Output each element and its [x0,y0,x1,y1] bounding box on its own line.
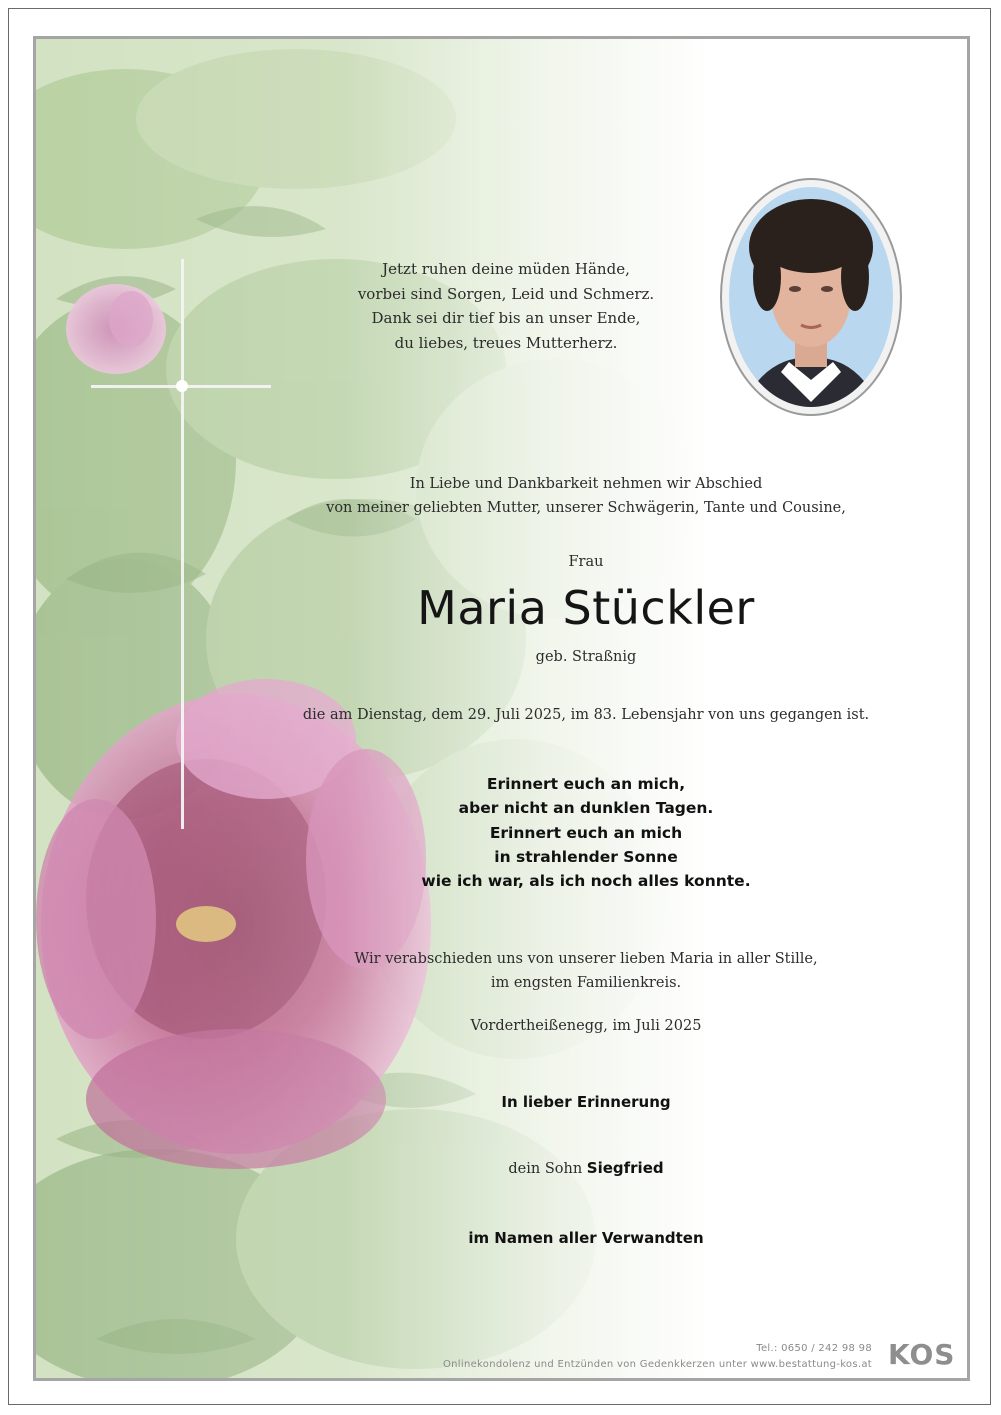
intro-line: von meiner geliebten Mutter, unserer Schwägerin, Tante und Cousine, [326,500,846,516]
kos-logo: KOS [888,1338,956,1371]
poem-line: du liebes, treues Mutterherz. [394,333,618,352]
deceased-name: Maria Stückler [417,581,755,635]
son-line [286,1156,886,1181]
memory-heading: In lieber Erinnerung [501,1093,671,1111]
quote-line: Erinnert euch an mich, [486,775,686,793]
farewell-text [216,947,956,995]
place-date: Vordertheißenegg, im Juli 2025 [470,1018,702,1034]
poem [216,257,796,355]
quote-line: Erinnert euch an mich [489,823,683,842]
intro-line: In Liebe und Dankbarkeit nehmen wir Abschied [409,476,763,492]
death-notice: die am Dienstag, dem 29. Juli 2025, im 83. Lebensjahr von uns gegangen ist. [302,707,870,723]
farewell-line: im engsten Familienkreis. [490,975,682,991]
quote-line: in strahlender Sonne [494,847,678,866]
poem-line: Jetzt ruhen deine müden Hände, [382,260,630,278]
footer-phone: Tel.: 0650 / 242 98 98 [756,1343,872,1354]
quote-line: aber nicht an dunklen Tagen. [458,799,714,818]
birth-name: geb. Straßnig [535,649,637,665]
salutation: Frau [568,554,604,570]
relatives-line: im Namen aller Verwandten [468,1229,704,1247]
son-prefix: dein Sohn [508,1161,587,1177]
footer-condolence: Onlinekondolenz und Entzünden von Gedenkkerzen unter www.bestattung-kos.at [443,1359,872,1370]
poem-line: Dank sei dir tief bis an unser Ende, [371,309,641,327]
farewell-line: Wir verabschieden uns von unserer lieben Maria in aller Stille, [354,951,818,967]
quote-line: wie ich war, als ich noch alles konnte. [421,872,751,891]
obituary-card [33,36,970,1381]
son-name: Siegfried [586,1159,664,1177]
poem-line: vorbei sind Sorgen, Leid und Schmerz. [357,284,655,303]
quote [236,772,936,893]
intro-text [286,472,886,520]
